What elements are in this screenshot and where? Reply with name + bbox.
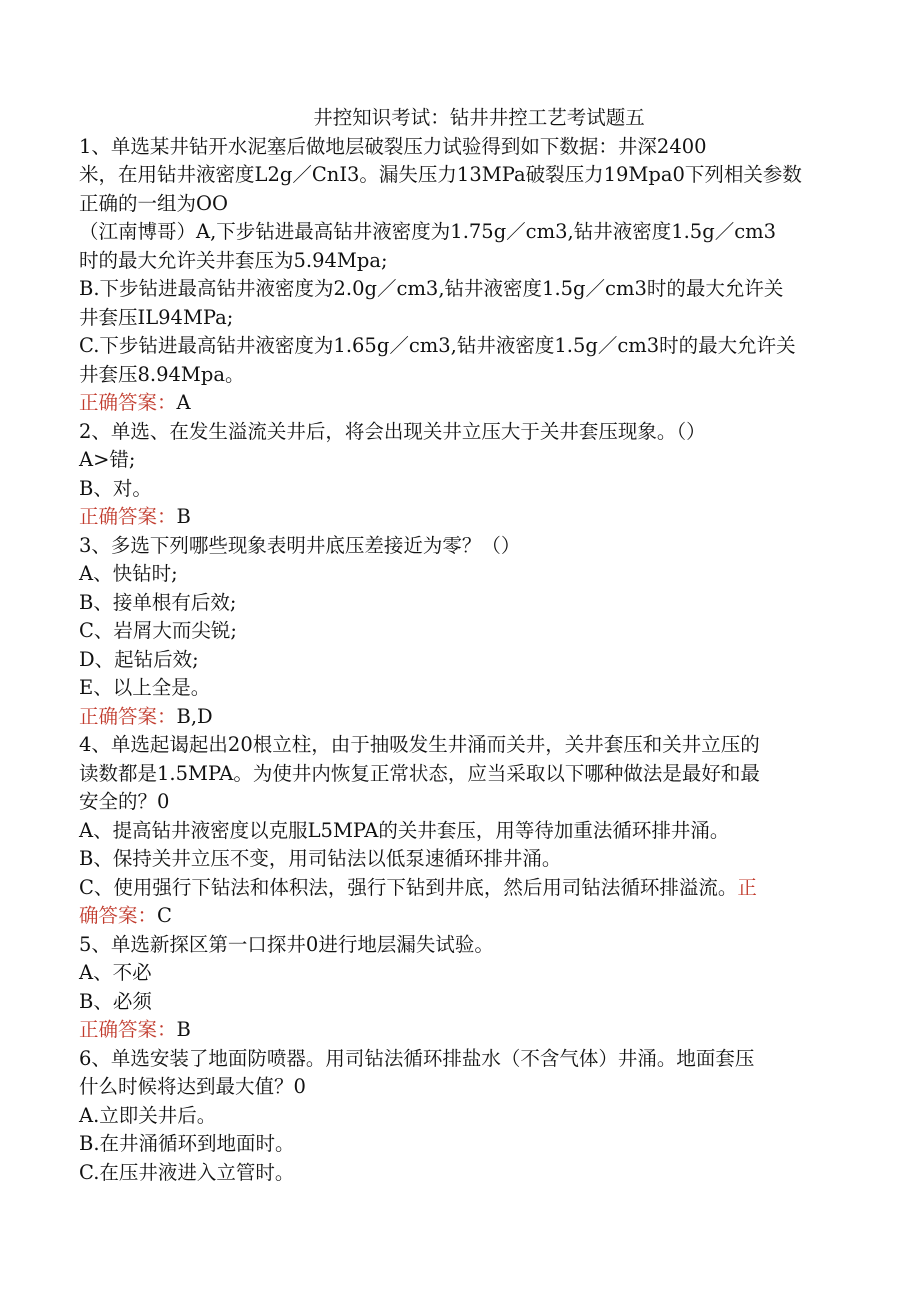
q5-answer-value: B [176,1018,191,1041]
q3-line-1: 3、多选下列哪些现象表明井底压差接近为零？（） [79,533,521,557]
q1-option-b-line-1: B.下步钻进最高钻井液密度为2.0g／cm3,钻井液密度1.5g／cm3时的最大允许关 [79,277,784,300]
answer-label: 正确答案： [79,391,177,414]
q2-option-a: A>错; [79,448,136,471]
q4-answer-value: C [157,904,172,927]
q1-option-c-line-2: 井套压8.94Mpa。 [79,362,245,386]
q3-option-c: C、岩屑大而尖锐; [79,619,237,642]
q5-option-a: A、不必 [79,961,152,984]
q3-option-a: A、快钻时; [79,562,178,585]
q4-option-c [79,874,839,903]
answer-label: 正确答案： [79,505,177,528]
q3-option-e: E、以上全是。 [79,676,211,699]
q1-line-4: （江南博哥）A,下步钻进最高钻井液密度为1.75g／cm3,钻井液密度1.5g／cm3 [79,220,777,243]
q3-answer-line [79,703,839,732]
q1-line-2: 米，在用钻井液密度L2g／CnI3。漏失压力13MPa破裂压力19Mpa0下列相关参数 [79,163,802,186]
q2-answer-value: B [176,505,191,528]
q2-answer-line [79,503,839,532]
q1-line-5: 时的最大允许关井套压为5.94Mpa; [79,248,388,272]
q1-answer-line [79,389,839,418]
q5-answer-line [79,1016,839,1045]
q6-option-b: B.在井涌循环到地面时。 [79,1132,295,1155]
q5-option-b: B、必须 [79,989,152,1013]
q4-option-c-text: C、使用强行下钻法和体积法，强行下钻到井底，然后用司钻法循环排溢流。 [79,875,738,899]
document-title: 井控知识考试：钻井井控工艺考试题五 [313,106,645,129]
q2-line-1: 2、单选、在发生溢流关井后，将会出现关井立压大于关井套压现象。（） [79,419,706,443]
q3-option-b: B、接单根有后效; [79,590,237,614]
q6-line-1: 6、单选安装了地面防喷器。用司钻法循环排盐水（不含气体）井涌。地面套压 [79,1046,755,1070]
q4-option-b: B、保持关井立压不变，用司钻法以低泵速循环排井涌。 [79,847,562,870]
answer-label-part1: 正 [737,875,757,899]
q3-option-d: D、起钻后效; [79,647,199,671]
q1-answer-value: A [176,391,191,414]
q4-line-3: 安全的？0 [79,790,170,813]
answer-label: 正确答案： [79,1018,177,1041]
q1-line-3: 正确的一组为OO [79,191,228,215]
q3-answer-value: B,D [176,704,213,728]
q4-line-1: 4、单选起谒起出20根立柱，由于抽吸发生井涌而关井，关井套压和关井立压的 [79,733,760,756]
q1-line-1: 1、单选某井钻开水泥塞后做地层破裂压力试验得到如下数据：井深2400 [79,134,707,158]
q1-option-c-line-1: C.下步钻进最高钻井液密度为1.65g／cm3,钻井液密度1.5g／cm3时的最大允许关 [79,334,796,357]
answer-label: 正确答案： [79,704,177,728]
q4-line-2: 读数都是1.5MPA。为使井内恢复正常状态，应当采取以下哪种做法是最好和最 [79,761,760,785]
q2-option-b: B、对。 [79,476,152,500]
answer-label-part2: 确答案： [79,904,158,927]
q1-option-b-line-2: 井套压IL94MPa; [79,305,234,329]
q4-answer-line [79,902,839,931]
document-page [79,104,839,1187]
q6-option-a: A.立即关井后。 [79,1103,217,1127]
q4-option-a: A、提高钻井液密度以克服L5MPA的关井套压，用等待加重法循环排井涌。 [79,818,730,842]
q6-option-c: C.在压井液进入立管时。 [79,1160,295,1184]
q6-line-2: 什么时候将达到最大值？0 [79,1075,306,1098]
q5-line-1: 5、单选新探区第一口探井0进行地层漏失试验。 [79,932,494,956]
